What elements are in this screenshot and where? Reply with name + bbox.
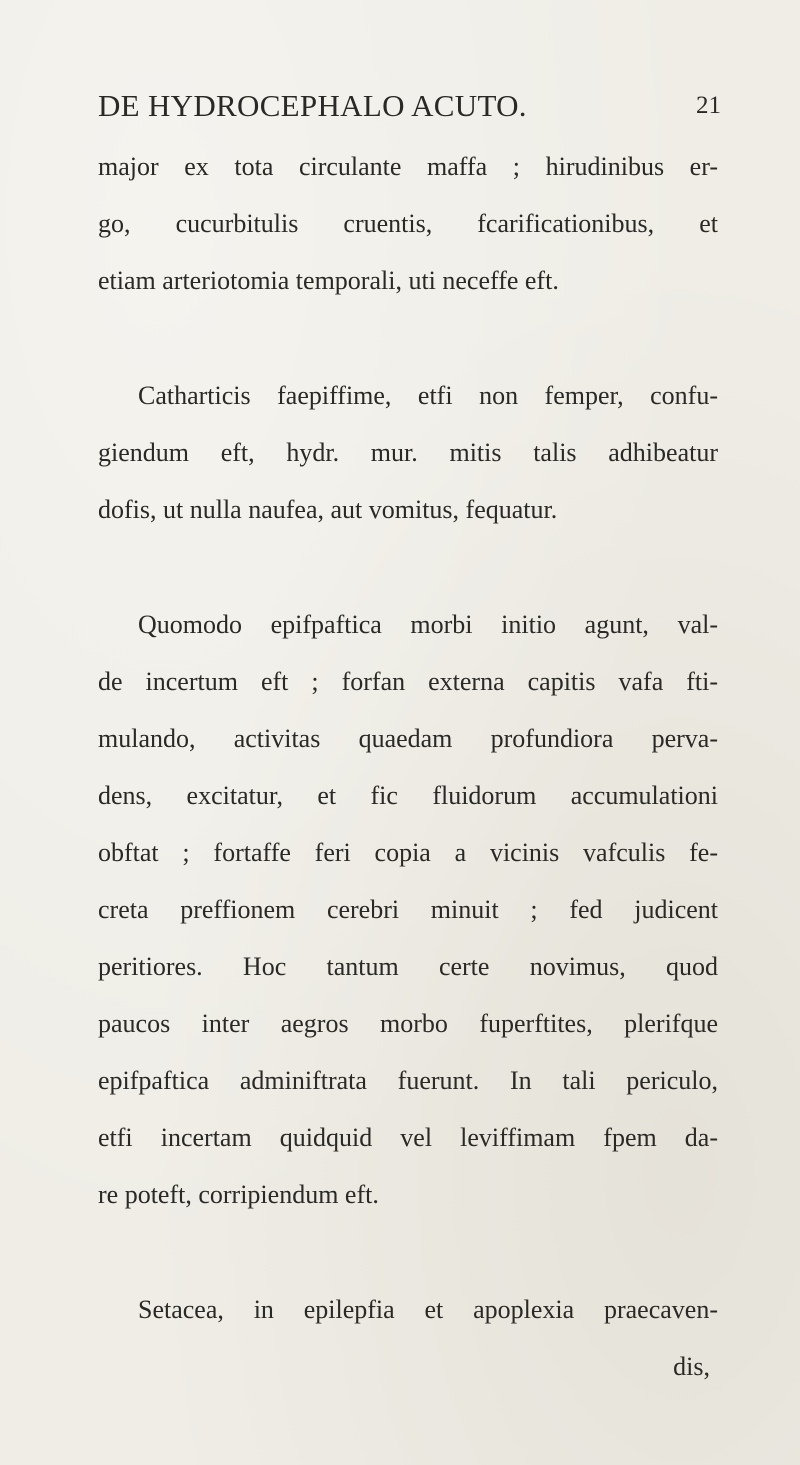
text-line: Catharticis faepiffime, etfi non femper, confu- [138, 381, 718, 410]
paragraph-2 [98, 367, 718, 538]
running-title: DE HYDROCEPHALO ACUTO. [98, 88, 527, 123]
text-line: epifpaftica adminiftrata fuerunt. In tali periculo, [98, 1066, 718, 1095]
paragraph-4 [98, 1281, 718, 1395]
running-head [98, 88, 721, 128]
text-line: peritiores. Hoc tantum certe novimus, quod [98, 952, 718, 981]
text-line: major ex tota circulante maffa ; hirudinibus er- [98, 152, 718, 181]
text-line: mulando, activitas quaedam profundiora perva- [98, 724, 718, 753]
text-line: giendum eft, hydr. mur. mitis talis adhibeatur [98, 438, 718, 467]
paragraph-3 [98, 596, 718, 1223]
text-line: etiam arteriotomia temporali, uti neceffe eft. [98, 266, 559, 295]
text-line: Quomodo epifpaftica morbi initio agunt, val- [138, 610, 718, 639]
text-line: go, cucurbitulis cruentis, fcarificationibus, et [98, 209, 718, 238]
text-line: creta preffionem cerebri minuit ; fed judicent [98, 895, 718, 924]
paragraph-1 [98, 138, 718, 309]
text-line: Setacea, in epilepfia et apoplexia praecaven- [138, 1295, 718, 1324]
body-text [98, 138, 718, 1395]
page-number: 21 [696, 92, 721, 119]
text-line: de incertum eft ; forfan externa capitis vafa fti- [98, 667, 718, 696]
paragraph-gap [98, 538, 718, 596]
text-line: dofis, ut nulla naufea, aut vomitus, fequatur. [98, 495, 558, 524]
text-line: paucos inter aegros morbo fuperftites, plerifque [98, 1009, 718, 1038]
text-line: obftat ; fortaffe feri copia a vicinis vafculis fe- [98, 838, 718, 867]
catchword: dis, [673, 1352, 710, 1381]
text-line: dens, excitatur, et fic fluidorum accumulationi [98, 781, 718, 810]
paragraph-gap [98, 1223, 718, 1281]
text-line: re poteft, corripiendum eft. [98, 1180, 379, 1209]
paragraph-gap [98, 309, 718, 367]
text-line: etfi incertam quidquid vel leviffimam fpem da- [98, 1123, 718, 1152]
